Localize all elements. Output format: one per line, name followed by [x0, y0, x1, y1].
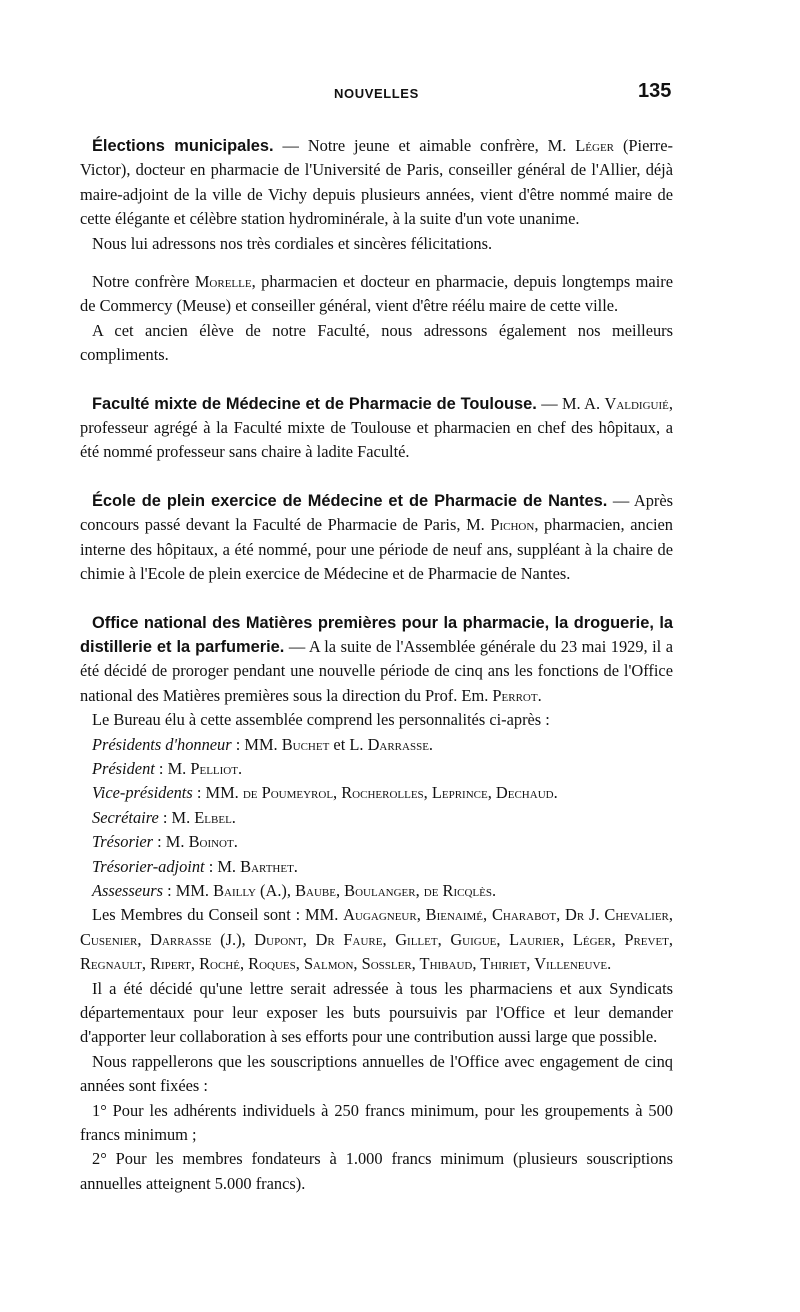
person-name: Buchet — [281, 734, 330, 754]
body-text: : — [231, 734, 245, 754]
person-name: Darrasse — [367, 734, 429, 754]
toulouse-heading: Faculté mixte de Médecine et de Pharmacie de Toulouse. — [92, 394, 537, 413]
person-name: Barthet — [240, 856, 294, 876]
body-text: . — [293, 856, 298, 876]
dash: — — [536, 393, 562, 413]
person-name: Elbel — [194, 807, 232, 827]
role-title: Président — [92, 758, 155, 778]
body-text: M. — [167, 758, 191, 778]
role-title: Secrétaire — [92, 807, 159, 827]
dash: — — [284, 636, 309, 656]
person-name: Morelle — [194, 272, 252, 292]
bureau-roles — [80, 733, 673, 904]
role-line — [80, 806, 673, 830]
body-text: : — [153, 832, 166, 852]
person-name: Pichon — [490, 515, 535, 535]
role-title: Assesseurs — [92, 880, 164, 900]
person-name: Valdiguié — [604, 393, 669, 413]
body-text: : — [204, 856, 218, 876]
person-name: Boinot — [188, 832, 234, 852]
page-number: 135 — [638, 80, 672, 102]
person-name: Pelliot — [190, 758, 238, 778]
lettre-paragraph: Il a été décidé qu'une lettre serait adressée à tous les pharmaciens et aux Syndicats départementaux pour leur exposer les buts poursuivis par l'Office et leur demander d'apporter leur collaboration à ses efforts pour une contribution aussi large que possible. — [80, 978, 673, 1047]
person-name: de Poumeyrol, Rocherolles, Leprince, Dechaud — [242, 783, 554, 803]
body-text: , pharmacien, ancien interne des hôpitaux, a été nommé, pour une période de neuf ans, suppléant à la chaire de chimie à l'Ecole de plein exercice de Médecine et de Pharmacie de Nantes. — [80, 515, 673, 584]
conseil-paragraph — [80, 903, 673, 976]
body-text: Les Membres du Conseil sont : MM. — [92, 905, 344, 925]
running-title: NOUVELLES — [334, 86, 419, 101]
rappel-paragraph: Nous rappellerons que les souscriptions annuelles de l'Office avec engagement de cinq années sont fixées : — [80, 1051, 673, 1096]
elections-heading: Élections municipales. — [92, 137, 274, 155]
office-paragraph — [80, 611, 673, 709]
body-text: M. A. — [561, 393, 605, 413]
nantes-heading: École de plein exercice de Médecine et de Pharmacie de Nantes. — [92, 491, 608, 510]
running-head — [0, 80, 800, 108]
body-text: : — [192, 783, 206, 803]
role-line — [80, 733, 673, 757]
body-text: . — [231, 807, 236, 827]
body-text: : — [163, 880, 176, 900]
bureau-intro: Le Bureau élu à cette assemblée comprend les personnalités ci-après : — [92, 710, 550, 730]
congratulations-paragraph: Nous lui adressons nos très cordiales et sincères félicitations. — [92, 233, 493, 253]
role-title: Trésorier-adjoint — [92, 856, 205, 876]
role-line — [80, 879, 673, 903]
role-line — [80, 757, 673, 781]
body-text: MM. — [244, 734, 282, 754]
body-text: : — [158, 807, 172, 827]
elections-paragraph — [80, 134, 673, 232]
person-name: Léger — [575, 136, 615, 155]
body-text: M. — [217, 856, 241, 876]
body-text: M. — [165, 832, 189, 852]
compliments-paragraph: A cet ancien élève de notre Faculté, nous adressons également nos meilleurs compliments. — [80, 320, 673, 365]
body-text: , pharmacien et docteur en pharmacie, depuis longtemps maire de Commercy (Meuse) et conseiller général, vient d'être réélu maire de cette ville. — [80, 272, 673, 316]
role-line — [80, 781, 673, 805]
person-name: Bailly (A.), Baube, Boulanger, de Ricqlès — [213, 880, 492, 900]
role-line — [80, 830, 673, 854]
role-line — [80, 855, 673, 879]
office-heading: Office national des Matières premières pour la pharmacie, la droguerie, la distillerie et la parfumerie. — [80, 613, 673, 656]
person-name: Augagneur, Bienaimé, Charabot, Dr J. Chevalier, Cusenier, Darrasse (J.), Dupont, Dr Faure, Gillet, Guigue, Laurier, Léger, Prevet, Regnault, Ripert, Roché, Roques, Salmon, Sossler, Thibaud, Thiriet, Villeneuve — [80, 905, 673, 974]
morelle-paragraph — [80, 270, 673, 319]
body-text: . — [607, 954, 612, 974]
body-text: Notre jeune et aimable confrère, M. — [307, 136, 576, 155]
body-text: et L. — [329, 734, 368, 754]
list-item: 1° Pour les adhérents individuels à 250 francs minimum, pour les groupements à 500 francs minimum ; — [80, 1100, 673, 1145]
body-text: MM. — [205, 783, 243, 803]
person-name: Perrot — [492, 685, 538, 705]
body-text: . — [233, 832, 238, 852]
body-text: A la suite de l'Assemblée générale du 23 mai 1929, il a été décidé de proroger pendant une nouvelle période de cinq ans les fonctions de l'Office national des Matières premières sous la direction du Prof. Em. — [80, 636, 674, 705]
list-item: 2° Pour les membres fondateurs à 1.000 francs minimum (plusieurs souscriptions annuelles atteignent 5.000 francs). — [80, 1149, 673, 1193]
body-text: : — [154, 758, 168, 778]
body-text: . — [553, 783, 558, 803]
role-title: Trésorier — [92, 832, 154, 852]
article-body — [80, 134, 673, 1196]
toulouse-paragraph — [80, 392, 673, 465]
dash: — — [273, 136, 308, 155]
body-text: Après concours passé devant la Faculté de Pharmacie de Paris, M. — [80, 490, 674, 535]
body-text: . — [428, 734, 434, 754]
body-text: , professeur agrégé à la Faculté mixte de Toulouse et pharmacien en chef des hôpitaux, a été nommé professeur sans chaire à ladite Faculté. — [80, 393, 673, 462]
body-text: (Pierre-Victor), docteur en pharmacie de l'Université de Paris, conseiller général de l'Allier, déjà maire-adjoint de la ville de Vichy depuis plusieurs années, vient d'être nommé maire de cette élégante et célèbre station hydrominérale, à la suite d'un vote unanime. — [80, 136, 673, 229]
nantes-paragraph — [80, 489, 673, 587]
body-text: MM. — [175, 880, 214, 900]
dash: — — [607, 490, 634, 510]
role-title: Vice-présidents — [92, 783, 193, 803]
role-title: Présidents d'honneur — [92, 734, 232, 754]
body-text: . — [537, 685, 542, 705]
body-text: Notre confrère — [92, 272, 195, 292]
body-text: . — [237, 758, 243, 778]
body-text: M. — [171, 807, 195, 827]
body-text: . — [491, 880, 497, 900]
